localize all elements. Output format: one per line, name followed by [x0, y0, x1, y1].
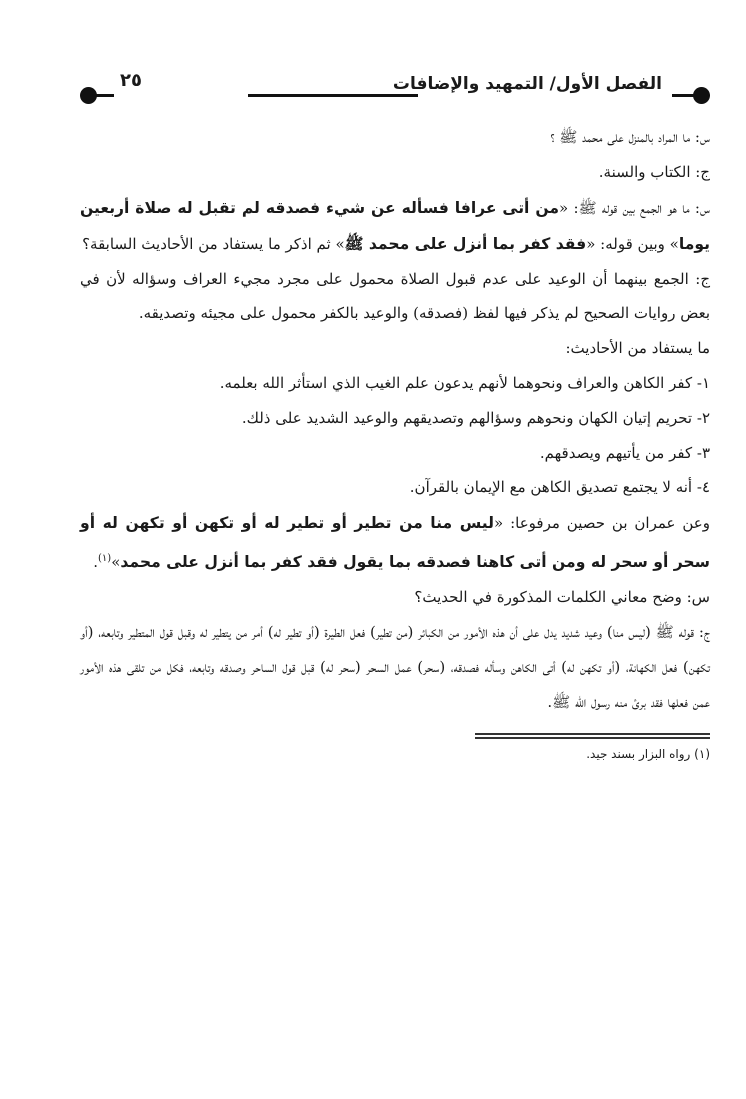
benefit-item-4: ٤- أنه لا يجتمع تصديق الكاهن مع الإيمان بالقرآن.: [409, 478, 710, 497]
hadith-3-dot: .: [93, 553, 98, 572]
question-2-mid: » وبين قوله: «: [586, 234, 679, 253]
question-2: [80, 190, 710, 262]
hadith-1-text: من أتى عرافا فسأله عن شيء فصدقه لم تقبل له صلاة أربعين يوما: [80, 198, 710, 253]
running-header: [80, 60, 710, 100]
chapter-title: الفصل الأول/ التمهيد والإضافات: [392, 74, 662, 94]
footnote-rule-line-1: [475, 733, 710, 735]
hadith-3-text: ليس منا من تطير أو تطير له أو تكهن أو تكهن له أو سحر أو سحر له ومن أتى كاهنا فصدقه بما يقول فقد كفر بما أنزل على محمد: [80, 514, 710, 572]
question-2-start: س: ما هو الجمع بين قوله ﷺ: «: [559, 198, 710, 217]
header-rule-right: [672, 94, 696, 97]
question-2-end: » ثم اذكر ما يستفاد من الأحاديث السابقة؟: [82, 234, 345, 253]
page-number: ٢٥: [120, 70, 142, 91]
hadith-3-close: »: [111, 553, 121, 572]
header-rule-left: [94, 94, 114, 97]
question-1: س: ما المراد بالمنزل على محمد ﷺ ؟: [550, 128, 710, 146]
header-rule-middle: [248, 94, 418, 97]
footnote-separator: [475, 733, 710, 739]
answer-1: ج: الكتاب والسنة.: [598, 162, 710, 181]
hadith-2-text: فقد كفر بما أنزل على محمد ﷺ: [344, 234, 587, 253]
benefits-heading: ما يستفاد من الأحاديث:: [565, 339, 710, 358]
benefit-item-1: ١- كفر الكاهن والعراف ونحوهما لأنهم يدعون علم الغيب الذي استأثر الله بعلمه.: [219, 373, 710, 392]
answer-3: ج: قوله ﷺ (ليس منا) وعيد شديد يدل على أن هذه الأمور من الكبائر (من تطير) فعل الطيرة (أو تطير له) أمر من يتطير له وقبل قول المتطير وتابعه، (أو تكهن) فعل الكهانة، (أو تكهن له) أتى الكاهن وسأله فصدقه، (سحر) عمل السحر (سحر له) قبل قول الساحر وصدقه وتابعه، فكل من تلقى هذه الأمور عمن فعلها فقد برئ منه رسول الله ﷺ.: [80, 622, 710, 711]
page-body: [80, 120, 710, 761]
hadith-3-intro: وعن عمران بن حصين مرفوعا: «: [494, 514, 710, 533]
footnote-ref: (١): [98, 553, 112, 565]
hadith-3: [80, 505, 710, 580]
answer-2: ج: الجمع بينهما أن الوعيد على عدم قبول الصلاة محمول على مجرد مجيء العراف وسؤاله لأن في بعض روايات الصحيح لم يذكر فيها لفظ (فصدقه) والوعيد بالكفر محمول على مجيئه وتصديقه.: [80, 269, 710, 323]
footnote-rule-line-2: [475, 737, 710, 739]
question-3: س: وضح معاني الكلمات المذكورة في الحديث؟: [414, 588, 710, 607]
header-dot-left: [80, 87, 97, 104]
benefit-item-2: ٢- تحريم إتيان الكهان ونحوهم وسؤالهم وتصديقهم والوعيد الشديد على ذلك.: [241, 408, 710, 427]
book-page: [80, 60, 710, 773]
benefit-item-3: ٣- كفر من يأتيهم ويصدقهم.: [539, 443, 710, 462]
footnote: (١) رواه البزار بسند جيد.: [586, 747, 710, 762]
